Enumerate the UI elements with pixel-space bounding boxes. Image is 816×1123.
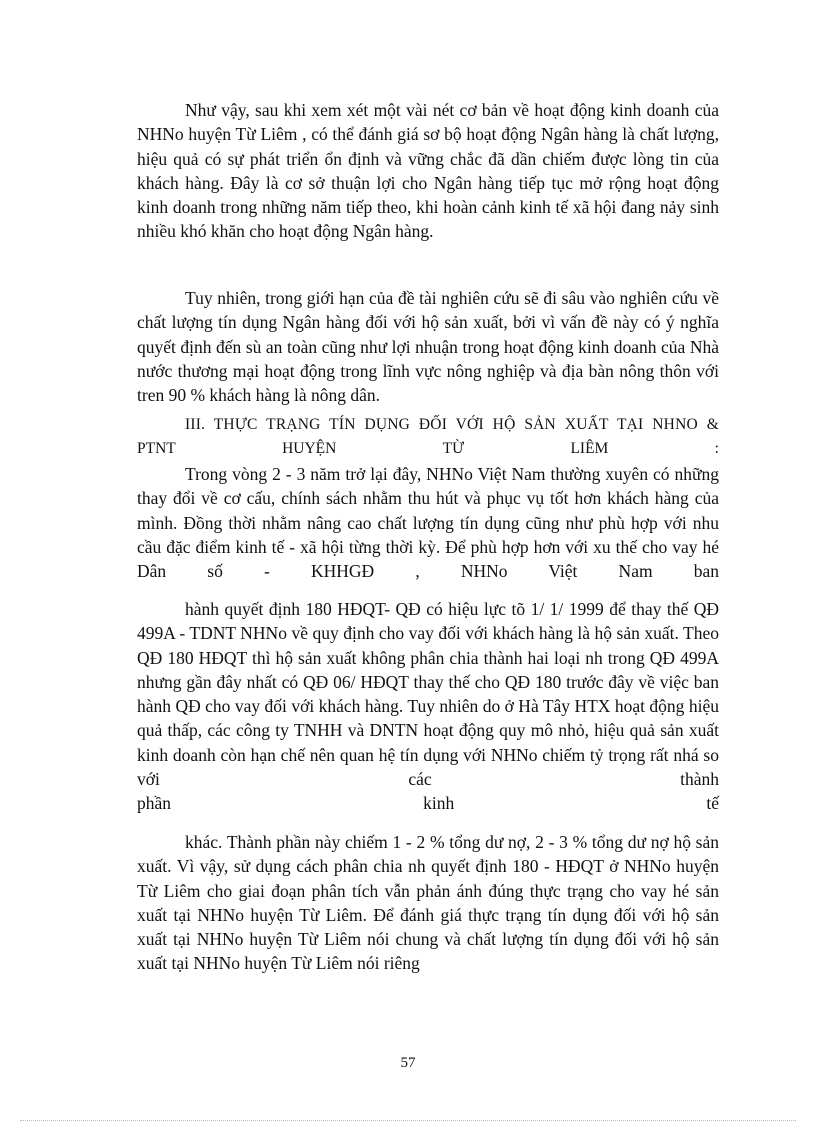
split-word: tế: [706, 793, 719, 814]
page-number: 57: [400, 1055, 416, 1071]
heading-word: :: [714, 440, 719, 458]
section-heading: [137, 413, 719, 462]
heading-word: PTNT: [137, 440, 176, 458]
section-heading-line1: III. THỰC TRẠNG TÍN DỤNG ĐỐI VỚI HỘ SẢN XUẤT TẠI NHNO &: [185, 416, 719, 433]
heading-word: HUYỆN: [282, 440, 337, 458]
paragraph-1: Như vậy, sau khi xem xét một vài nét cơ bản về hoạt động kinh doanh của NHNo huyện Từ Liêm , có thể đánh giá sơ bộ hoạt động Ngân hàng là chất lượng, hiệu quả có sự phát triển ổn định và vững chắc đã dần chiếm được lòng tin của khách hàng. Đây là cơ sở thuận lợi cho Ngân hàng tiếp tục mở rộng hoạt động kinh doanh trong những năm tiếp theo, khi hoàn cảnh kinh tế xã hội đang nảy sinh nhiều khó khăn cho hoạt động Ngân hàng.: [137, 100, 719, 242]
paragraph-5: khác. Thành phần này chiếm 1 - 2 % tổng dư nợ, 2 - 3 % tổng dư nợ hộ sản xuất. Vì vậy, sử dụng cách phân chia nh quyết định 180 - HĐQT ở NHNo huyện Từ Liêm cho giai đoạn phân tích vẫn phản ánh đúng thực trạng cho vay hé sản xuất tại NHNo huyện Từ Liêm. Để đánh giá thực trạng tín dụng đối với hộ sản xuất tại NHNo huyện Từ Liêm nói chung và chất lượng tín dụng đối với hộ sản xuất tại NHNo huyện Từ Liêm nói riêng: [137, 832, 719, 974]
section-heading-line2: [137, 437, 719, 461]
split-word: kinh: [423, 793, 455, 814]
heading-word: TỪ: [442, 440, 465, 458]
paragraph-decision: [137, 597, 719, 816]
paragraph-overview: [137, 98, 719, 244]
page-bottom-divider: [20, 1120, 796, 1121]
paragraph-context: [137, 462, 719, 583]
paragraph-2: Tuy nhiên, trong giới hạn của đề tài nghiên cứu sẽ đi sâu vào nghiên cứu về chất lượng tín dụng Ngân hàng đối với hộ sản xuất, bởi vì vấn đề này có ý nghĩa quyết định đến sù an toàn cũng như lợi nhuận trong hoạt động kinh doanh của Nhà nước thương mại hoạt động trong lĩnh vực nông nghiệp và địa bàn nông thôn với tren 90 % khách hàng là nông dân.: [137, 288, 719, 406]
paragraph-4: hành quyết định 180 HĐQT- QĐ có hiệu lực tõ 1/ 1/ 1999 để thay thế QĐ 499A - TDNT NHNo về quy định cho vay đối với khách hàng là hộ sản xuất. Theo QĐ 180 HĐQT thì hộ sản xuất không phân chia thành hai loại nh trong QĐ 499A nhưng gần đây nhất có QĐ 06/ HĐQT thay thế cho QĐ 180 trước đây về việc ban hành QĐ cho vay đối với khách hàng. Tuy nhiên do ở Hà Tây HTX hoạt động hiệu quả thấp, các công ty TNHH và DNTN hoạt động quy mô nhỏ, hiệu quả sản xuất kinh doanh còn hạn chế nên quan hệ tín dụng với NHNo chiếm tỷ trọng rất nhá so với các thành: [137, 599, 719, 790]
paragraph-3: Trong vòng 2 - 3 năm trở lại đây, NHNo Việt Nam thường xuyên có những thay đổi về cơ cấu, chính sách nhằm thu hút và phục vụ tốt hơn khách hàng của mình. Đồng thời nhằm nâng cao chất lượng tín dụng cũng như phù hợp với nhu cầu đặc điểm kinh tế - xã hội từng thời kỳ. Để phù hợp hơn với xu thế cho vay hé Dân số - KHHGĐ , NHNo Việt Nam ban: [137, 464, 719, 582]
split-word: phần: [137, 793, 172, 814]
paragraph-4-last-line: [137, 791, 719, 815]
paragraph-scope: [137, 286, 719, 407]
paragraph-analysis: [137, 830, 719, 976]
heading-word: LIÊM: [570, 440, 609, 458]
